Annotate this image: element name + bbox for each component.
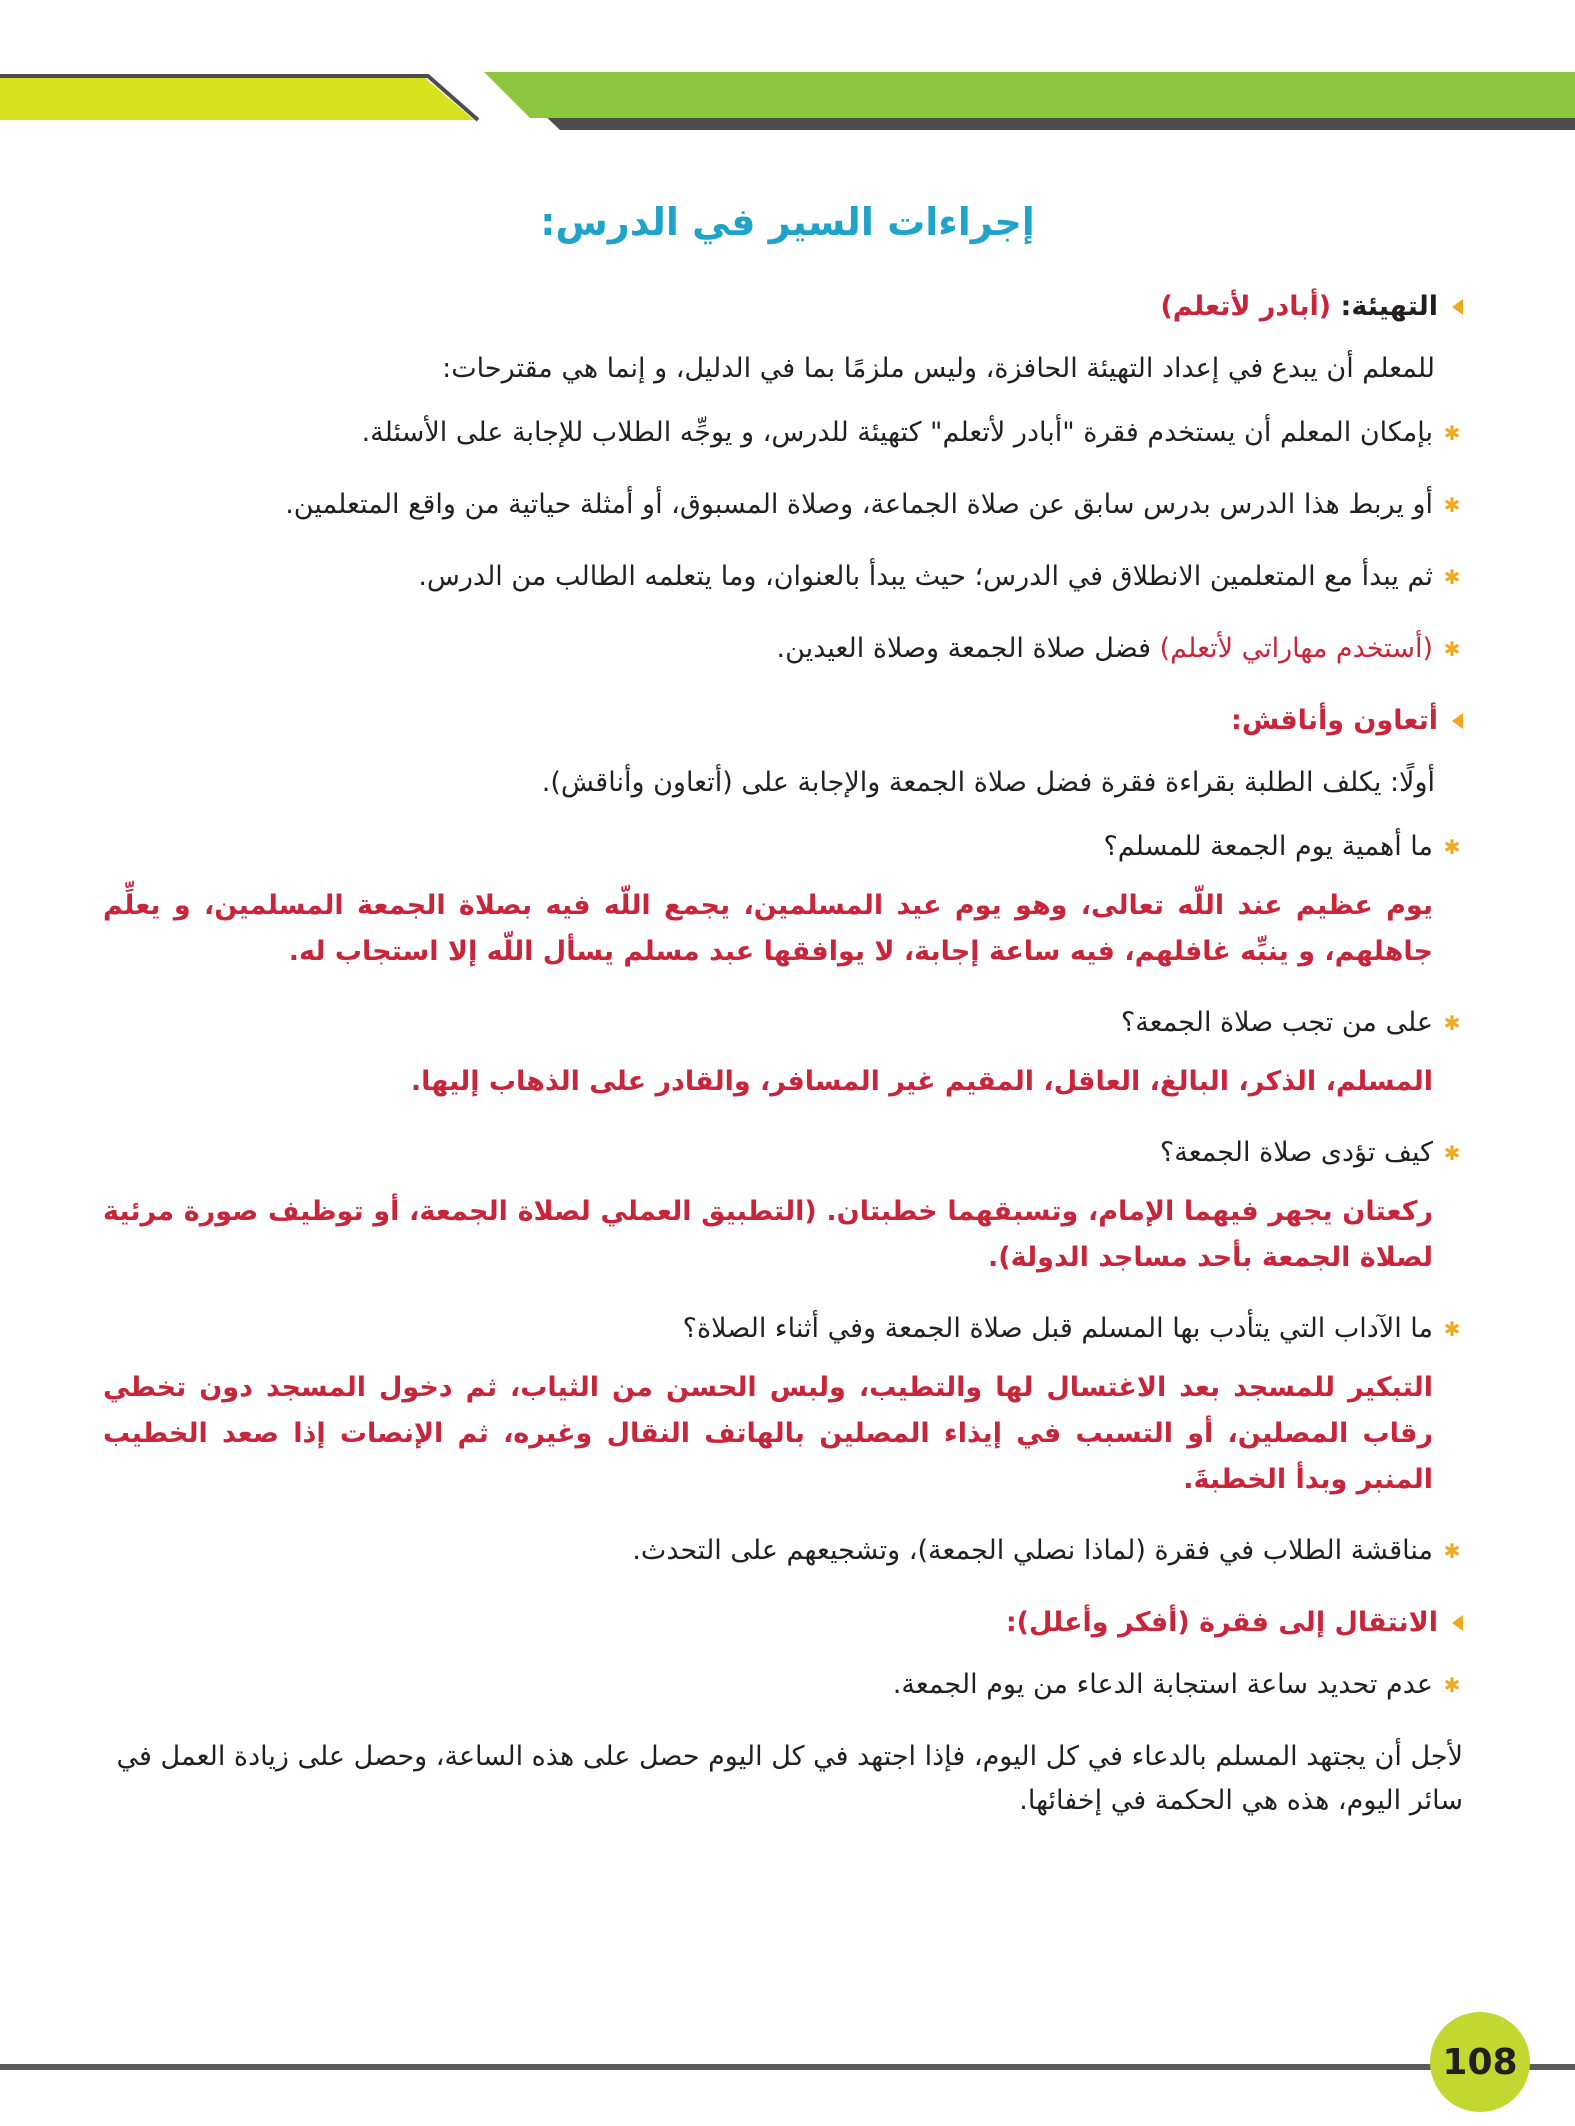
star-bullet-icon: ✱ [1443, 421, 1461, 445]
list-item [103, 1307, 1463, 1351]
star-bullet-icon: ✱ [1443, 1317, 1461, 1341]
think-item: عدم تحديد ساعة استجابة الدعاء من يوم الجمعة. [892, 1669, 1433, 1700]
answer-1: يوم عظيم عند اللّه تعالى، وهو يوم عيد المسلمين، يجمع اللّه فيه بصلاة الجمعة المسلمين، و يعلِّم جاهلهم، و ينبِّه غافلهم، فيه ساعة إجابة، لا يوافقها عبد مسلم يسأل اللّه إلا استجاب له. [103, 890, 1433, 967]
page-number-badge: 108 [1430, 2012, 1530, 2112]
header-green-band [484, 72, 1575, 118]
warmup-item-2: أو يربط هذا الدرس بدرس سابق عن صلاة الجماعة، وصلاة المسبوق، أو أمثلة حياتية من واقع المتعلمين. [285, 489, 1433, 520]
discuss-label: أتعاون وأناقش: [1231, 705, 1438, 736]
list-item [103, 1529, 1463, 1573]
list-item [103, 1131, 1463, 1175]
list-item [103, 1663, 1463, 1707]
list-item [103, 555, 1463, 599]
warmup-label-prefix: التهيئة: [1331, 291, 1438, 322]
header-decoration [0, 0, 1575, 150]
star-bullet-icon: ✱ [1443, 637, 1461, 661]
warmup-item-1: بإمكان المعلم أن يستخدم فقرة "أبادر لأتعلم" كتهيئة للدرس، و يوجِّه الطلاب للإجابة على الأسئلة. [361, 417, 1433, 448]
list-item [103, 411, 1463, 455]
skills-highlight: (أستخدم مهاراتي لأتعلم) [1159, 633, 1433, 664]
list-item [103, 825, 1463, 869]
answer-3: ركعتان يجهر فيهما الإمام، وتسبقهما خطبتان. (التطبيق العملي لصلاة الجمعة، أو توظيف صورة مرئية لصلاة الجمعة بأحد مساجد الدولة). [103, 1196, 1433, 1273]
star-bullet-icon: ✱ [1443, 1673, 1461, 1697]
triangle-bullet-icon [1452, 1615, 1463, 1631]
answer-2: المسلم، الذكر، البالغ، العاقل، المقيم غير المسافر، والقادر على الذهاب إليها. [410, 1066, 1433, 1097]
star-bullet-icon: ✱ [1443, 1011, 1461, 1035]
skills-rest: فضل صلاة الجمعة وصلاة العيدين. [776, 633, 1160, 664]
star-bullet-icon: ✱ [1443, 835, 1461, 859]
warmup-item-3: ثم يبدأ مع المتعلمين الانطلاق في الدرس؛ حيث يبدأ بالعنوان، وما يتعلمه الطالب من الدرس. [418, 561, 1433, 592]
triangle-bullet-icon [1452, 299, 1463, 315]
think-conclusion: لأجل أن يجتهد المسلم بالدعاء في كل اليوم، فإذا اجتهد في كل اليوم حصل على هذه الساعة، وحصل على زيادة العمل في سائر اليوم، هذه هي الحكمة في إخفائها. [116, 1741, 1463, 1816]
page-footer [0, 2000, 1575, 2100]
list-item [103, 483, 1463, 527]
question-2: على من تجب صلاة الجمعة؟ [1120, 1007, 1433, 1038]
warmup-label [1160, 285, 1438, 329]
warmup-label-text: (أبادر لأتعلم) [1160, 291, 1332, 322]
star-bullet-icon: ✱ [1443, 565, 1461, 589]
question-3: كيف تؤدى صلاة الجمعة؟ [1159, 1137, 1433, 1168]
section-discuss-heading [103, 699, 1463, 743]
star-bullet-icon: ✱ [1443, 1539, 1461, 1563]
answer-4: التبكير للمسجد بعد الاغتسال لها والتطيب، ولبس الحسن من الثياب، ثم دخول المسجد دون تخطي رقاب المصلين، أو التسبب في إيذاء المصلين بالهاتف النقال وغيره، ثم الإنصات إذا صعد الخطيب المنبر وبدأ الخطبةَ. [103, 1372, 1433, 1495]
header-stripes [0, 0, 1575, 150]
triangle-bullet-icon [1452, 713, 1463, 729]
header-lime-band [0, 78, 474, 120]
question-1: ما أهمية يوم الجمعة للمسلم؟ [1103, 831, 1433, 862]
star-bullet-icon: ✱ [1443, 1141, 1461, 1165]
page-title: إجراءات السير في الدرس: [540, 200, 1035, 244]
warmup-item-skills [103, 627, 1433, 671]
think-label: الانتقال إلى فقرة (أفكر وأعلل): [1005, 1607, 1438, 1638]
question-4: ما الآداب التي يتأدب بها المسلم قبل صلاة الجمعة وفي أثناء الصلاة؟ [682, 1313, 1433, 1344]
discussion-item: مناقشة الطلاب في فقرة (لماذا نصلي الجمعة)، وتشجيعهم على التحدث. [632, 1535, 1433, 1566]
star-bullet-icon: ✱ [1443, 493, 1461, 517]
list-item [103, 1001, 1463, 1045]
discuss-intro: أولًا: يكلف الطلبة بقراءة فقرة فضل صلاة الجمعة والإجابة على (أتعاون وأناقش). [541, 767, 1435, 798]
lesson-content [103, 285, 1463, 1843]
section-warmup-heading [103, 285, 1463, 329]
warmup-intro: للمعلم أن يبدع في إعداد التهيئة الحافزة، وليس ملزمًا بما في الدليل، و إنما هي مقترحات: [442, 353, 1435, 384]
list-item [103, 627, 1463, 671]
footer-rule [0, 2064, 1575, 2070]
section-think-heading [103, 1601, 1463, 1645]
